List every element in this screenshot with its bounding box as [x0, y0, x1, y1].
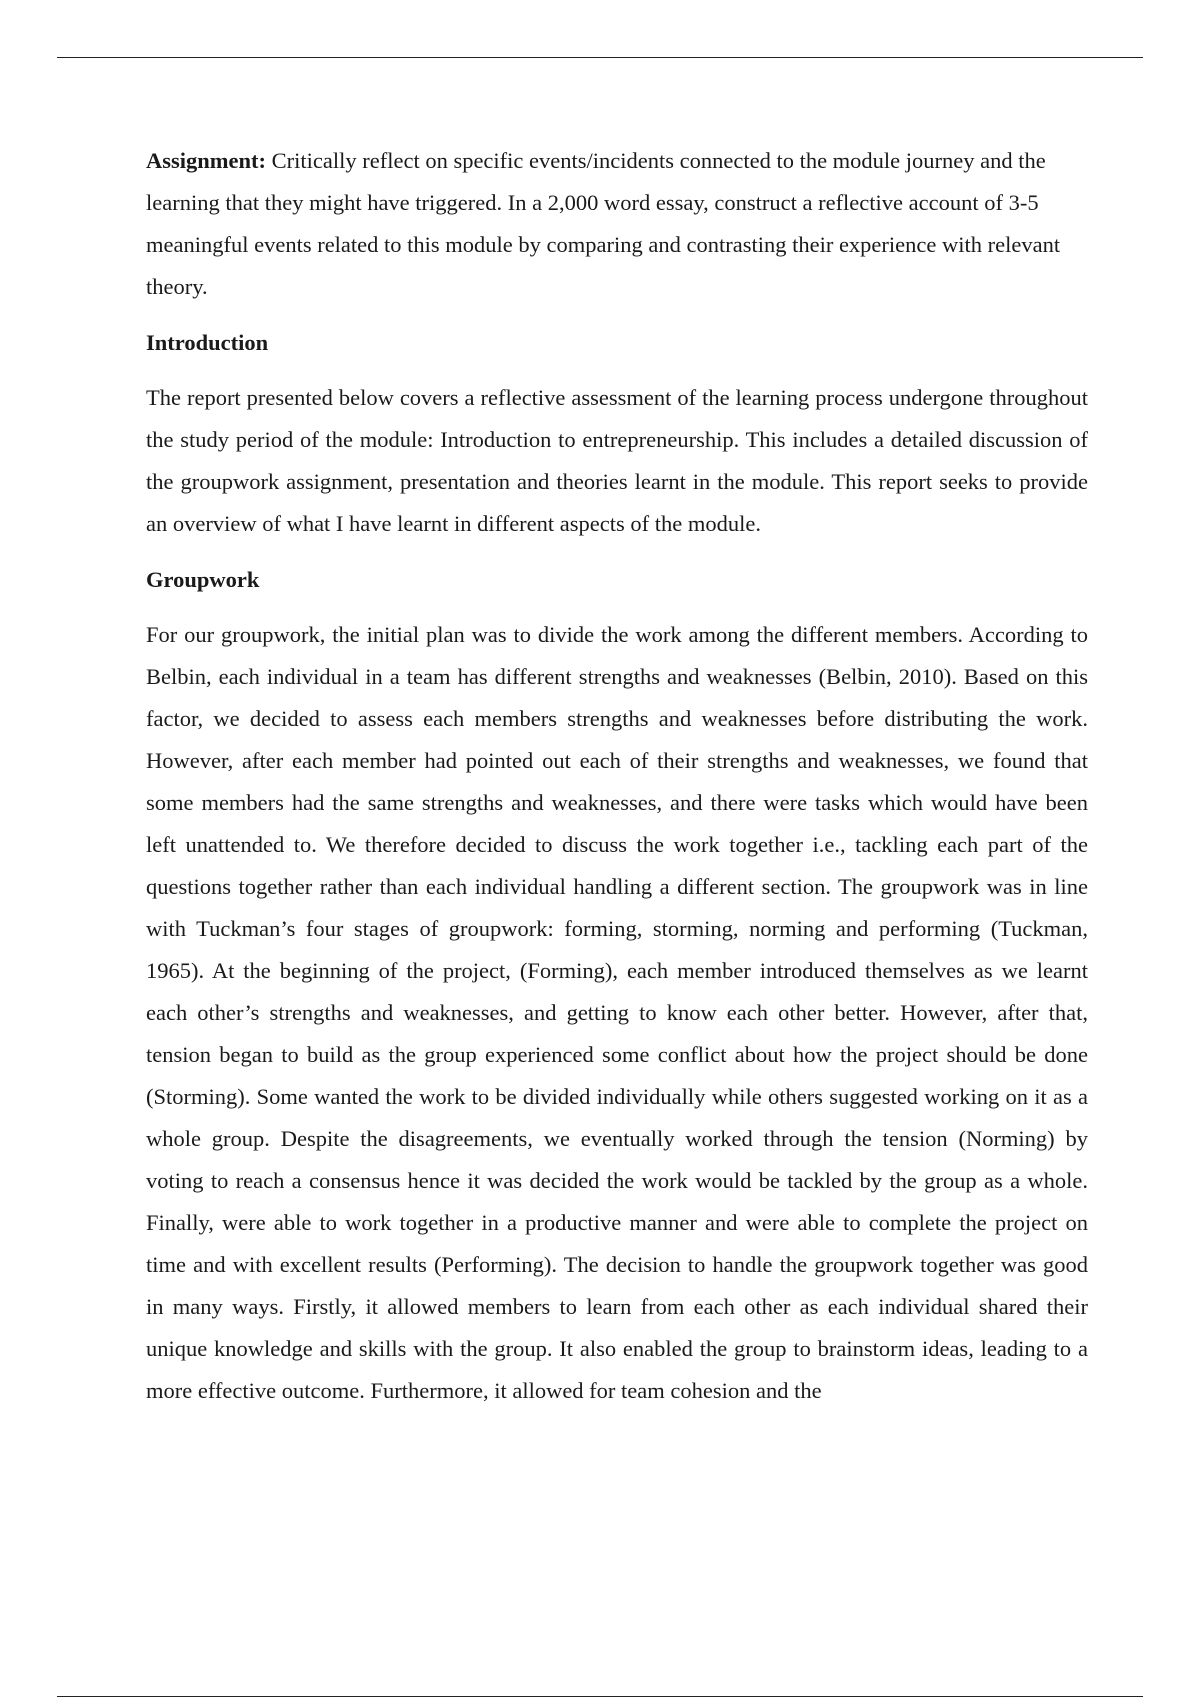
document-body — [146, 140, 1088, 1426]
groupwork-heading: Groupwork — [146, 567, 260, 592]
introduction-heading: Introduction — [146, 330, 269, 355]
header-rule — [57, 57, 1143, 58]
groupwork-paragraph: For our groupwork, the initial plan was to divide the work among the different members. According to Belbin, each individual in a team has different strengths and weaknesses (Belbin, 2010). Based on this factor, we decided to assess each members strengths and weaknesses before distributing the work. However, after each member had pointed out each of their strengths and weaknesses, we found that some members had the same strengths and weaknesses, and there were tasks which would have been left unattended to. We therefore decided to discuss the work together i.e., tackling each part of the questions together rather than each individual handling a different section. The groupwork was in line with Tuckman’s four stages of groupwork: forming, storming, norming and performing (Tuckman, 1965). At the beginning of the project, (Forming), each member introduced themselves as we learnt each other’s strengths and weaknesses, and getting to know each other better. However, after that, tension began to build as the group experienced some conflict about how the project should be done (Storming). Some wanted the work to be divided individually while others suggested working on it as a whole group. Despite the disagreements, we eventually worked through the tension (Norming) by voting to reach a consensus hence it was decided the work would be tackled by the group as a whole. Finally, were able to work together in a productive manner and were able to complete the project on time and with excellent results (Performing). The decision to handle the groupwork together was good in many ways. Firstly, it allowed members to learn from each other as each individual shared their unique knowledge and skills with the group. It also enabled the group to brainstorm ideas, leading to a more effective outcome. Furthermore, it allowed for team cohesion and the — [146, 622, 1088, 1403]
footer-rule — [57, 1696, 1143, 1697]
introduction-paragraph: The report presented below covers a reflective assessment of the learning process undergone throughout the study period of the module: Introduction to entrepreneurship. This includes a detailed discussion of the groupwork assignment, presentation and theories learnt in the module. This report seeks to provide an overview of what I have learnt in different aspects of the module. — [146, 385, 1088, 536]
assignment-label: Assignment: — [146, 148, 267, 173]
assignment-paragraph — [146, 140, 1088, 308]
assignment-text: Critically reflect on specific events/incidents connected to the module journey and the learning that they might have triggered. In a 2,000 word essay, construct a reflective account of 3-5 meaningful events related to this module by comparing and contrasting their experience with relevant theory. — [146, 148, 1061, 299]
